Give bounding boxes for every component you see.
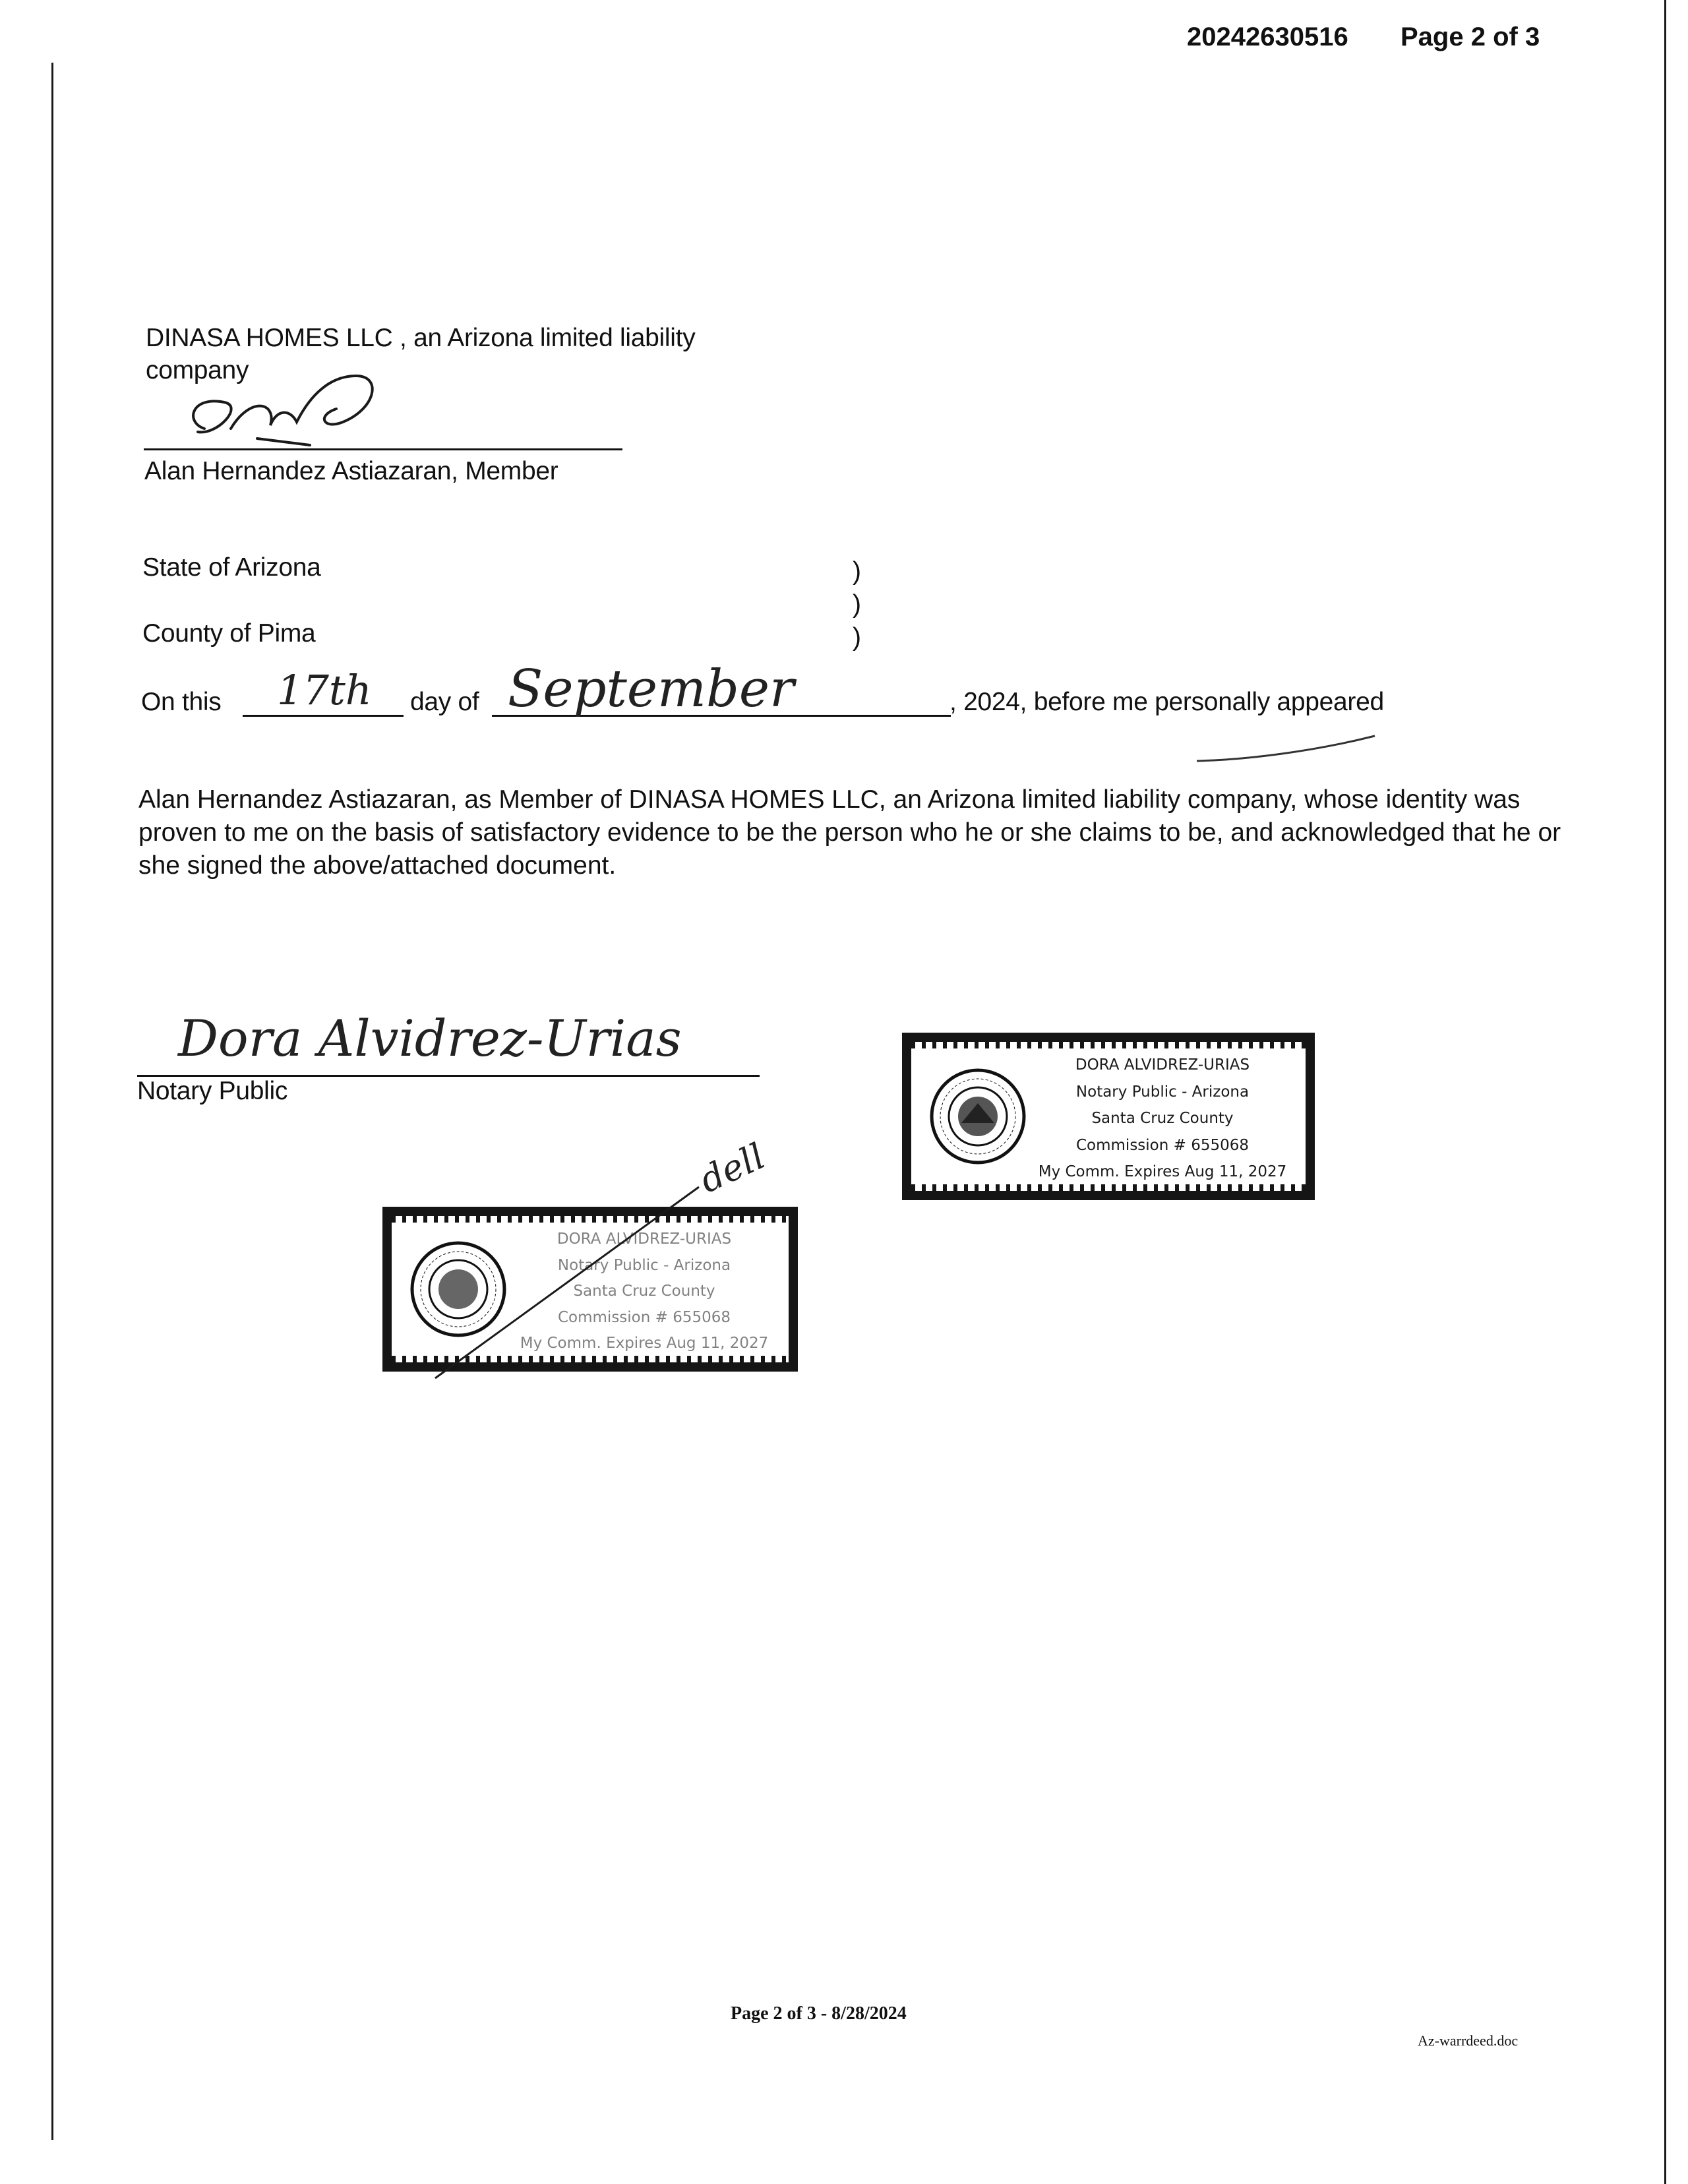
stamp-commission: Commission # 655068 xyxy=(1075,1136,1250,1154)
year-appeared-text: , 2024, before me personally appeared xyxy=(950,688,1384,716)
day-of-label: day of xyxy=(410,688,479,716)
stamp-title: Notary Public - Arizona xyxy=(1075,1083,1250,1101)
void-strike-line xyxy=(429,1167,732,1385)
day-blank xyxy=(243,715,404,717)
stamp-text xyxy=(1034,1056,1291,1180)
notary-stamp xyxy=(902,1033,1315,1200)
stamp-expires: My Comm. Expires Aug 11, 2027 xyxy=(1038,1163,1287,1180)
voided-stamp-name: DORA ALVIDREZ-URIAS xyxy=(557,1230,732,1248)
voided-stamp-county: Santa Cruz County xyxy=(573,1283,715,1300)
left-margin-line xyxy=(51,63,53,2140)
signer-name: Alan Hernandez Astiazaran, Member xyxy=(144,457,558,485)
footer-filename: Az-warrdeed.doc xyxy=(1418,2032,1519,2049)
day-handwritten: 17th xyxy=(277,666,372,714)
company-line-1: DINASA HOMES LLC , an Arizona limited liability xyxy=(146,324,696,352)
company-line-2: company xyxy=(146,356,249,384)
stray-pen-mark xyxy=(1193,732,1378,765)
void-initials-handwritten: dell xyxy=(693,1135,771,1201)
voided-stamp-expires: My Comm. Expires Aug 11, 2027 xyxy=(520,1335,769,1352)
month-handwritten: September xyxy=(508,659,795,719)
county-label: County of Pima xyxy=(142,619,316,648)
document-number: 20242630516 xyxy=(1187,22,1348,51)
on-this-label: On this xyxy=(141,688,222,716)
state-label: State of Arizona xyxy=(142,553,321,582)
member-signature xyxy=(178,356,402,455)
right-margin-line xyxy=(1664,0,1666,2184)
member-signature-line xyxy=(144,448,622,450)
footer-page-info: Page 2 of 3 - 8/28/2024 xyxy=(731,2003,907,2024)
state-seal-icon xyxy=(928,1067,1027,1166)
voided-stamp-commission: Commission # 655068 xyxy=(557,1308,731,1326)
stamp-county: Santa Cruz County xyxy=(1091,1110,1234,1127)
notary-public-label: Notary Public xyxy=(137,1077,288,1105)
page-label: Page 2 of 3 xyxy=(1401,22,1540,51)
notary-signature-handwritten: Dora Alvidrez-Urias xyxy=(178,1009,682,1068)
venue-paren-3: ) xyxy=(853,623,861,652)
stamp-name: DORA ALVIDREZ-URIAS xyxy=(1075,1056,1250,1074)
acknowledgment-paragraph: Alan Hernandez Astiazaran, as Member of DINASA HOMES LLC, an Arizona limited liability company, whose identity was proven to me on the basis of satisfactory evidence to be the person who he or she claims to be, and acknowledged that he or she signed the above/attached document. xyxy=(138,785,1561,880)
venue-paren-1: ) xyxy=(853,557,861,586)
venue-paren-2: ) xyxy=(853,590,861,619)
voided-stamp-title: Notary Public - Arizona xyxy=(557,1256,731,1274)
